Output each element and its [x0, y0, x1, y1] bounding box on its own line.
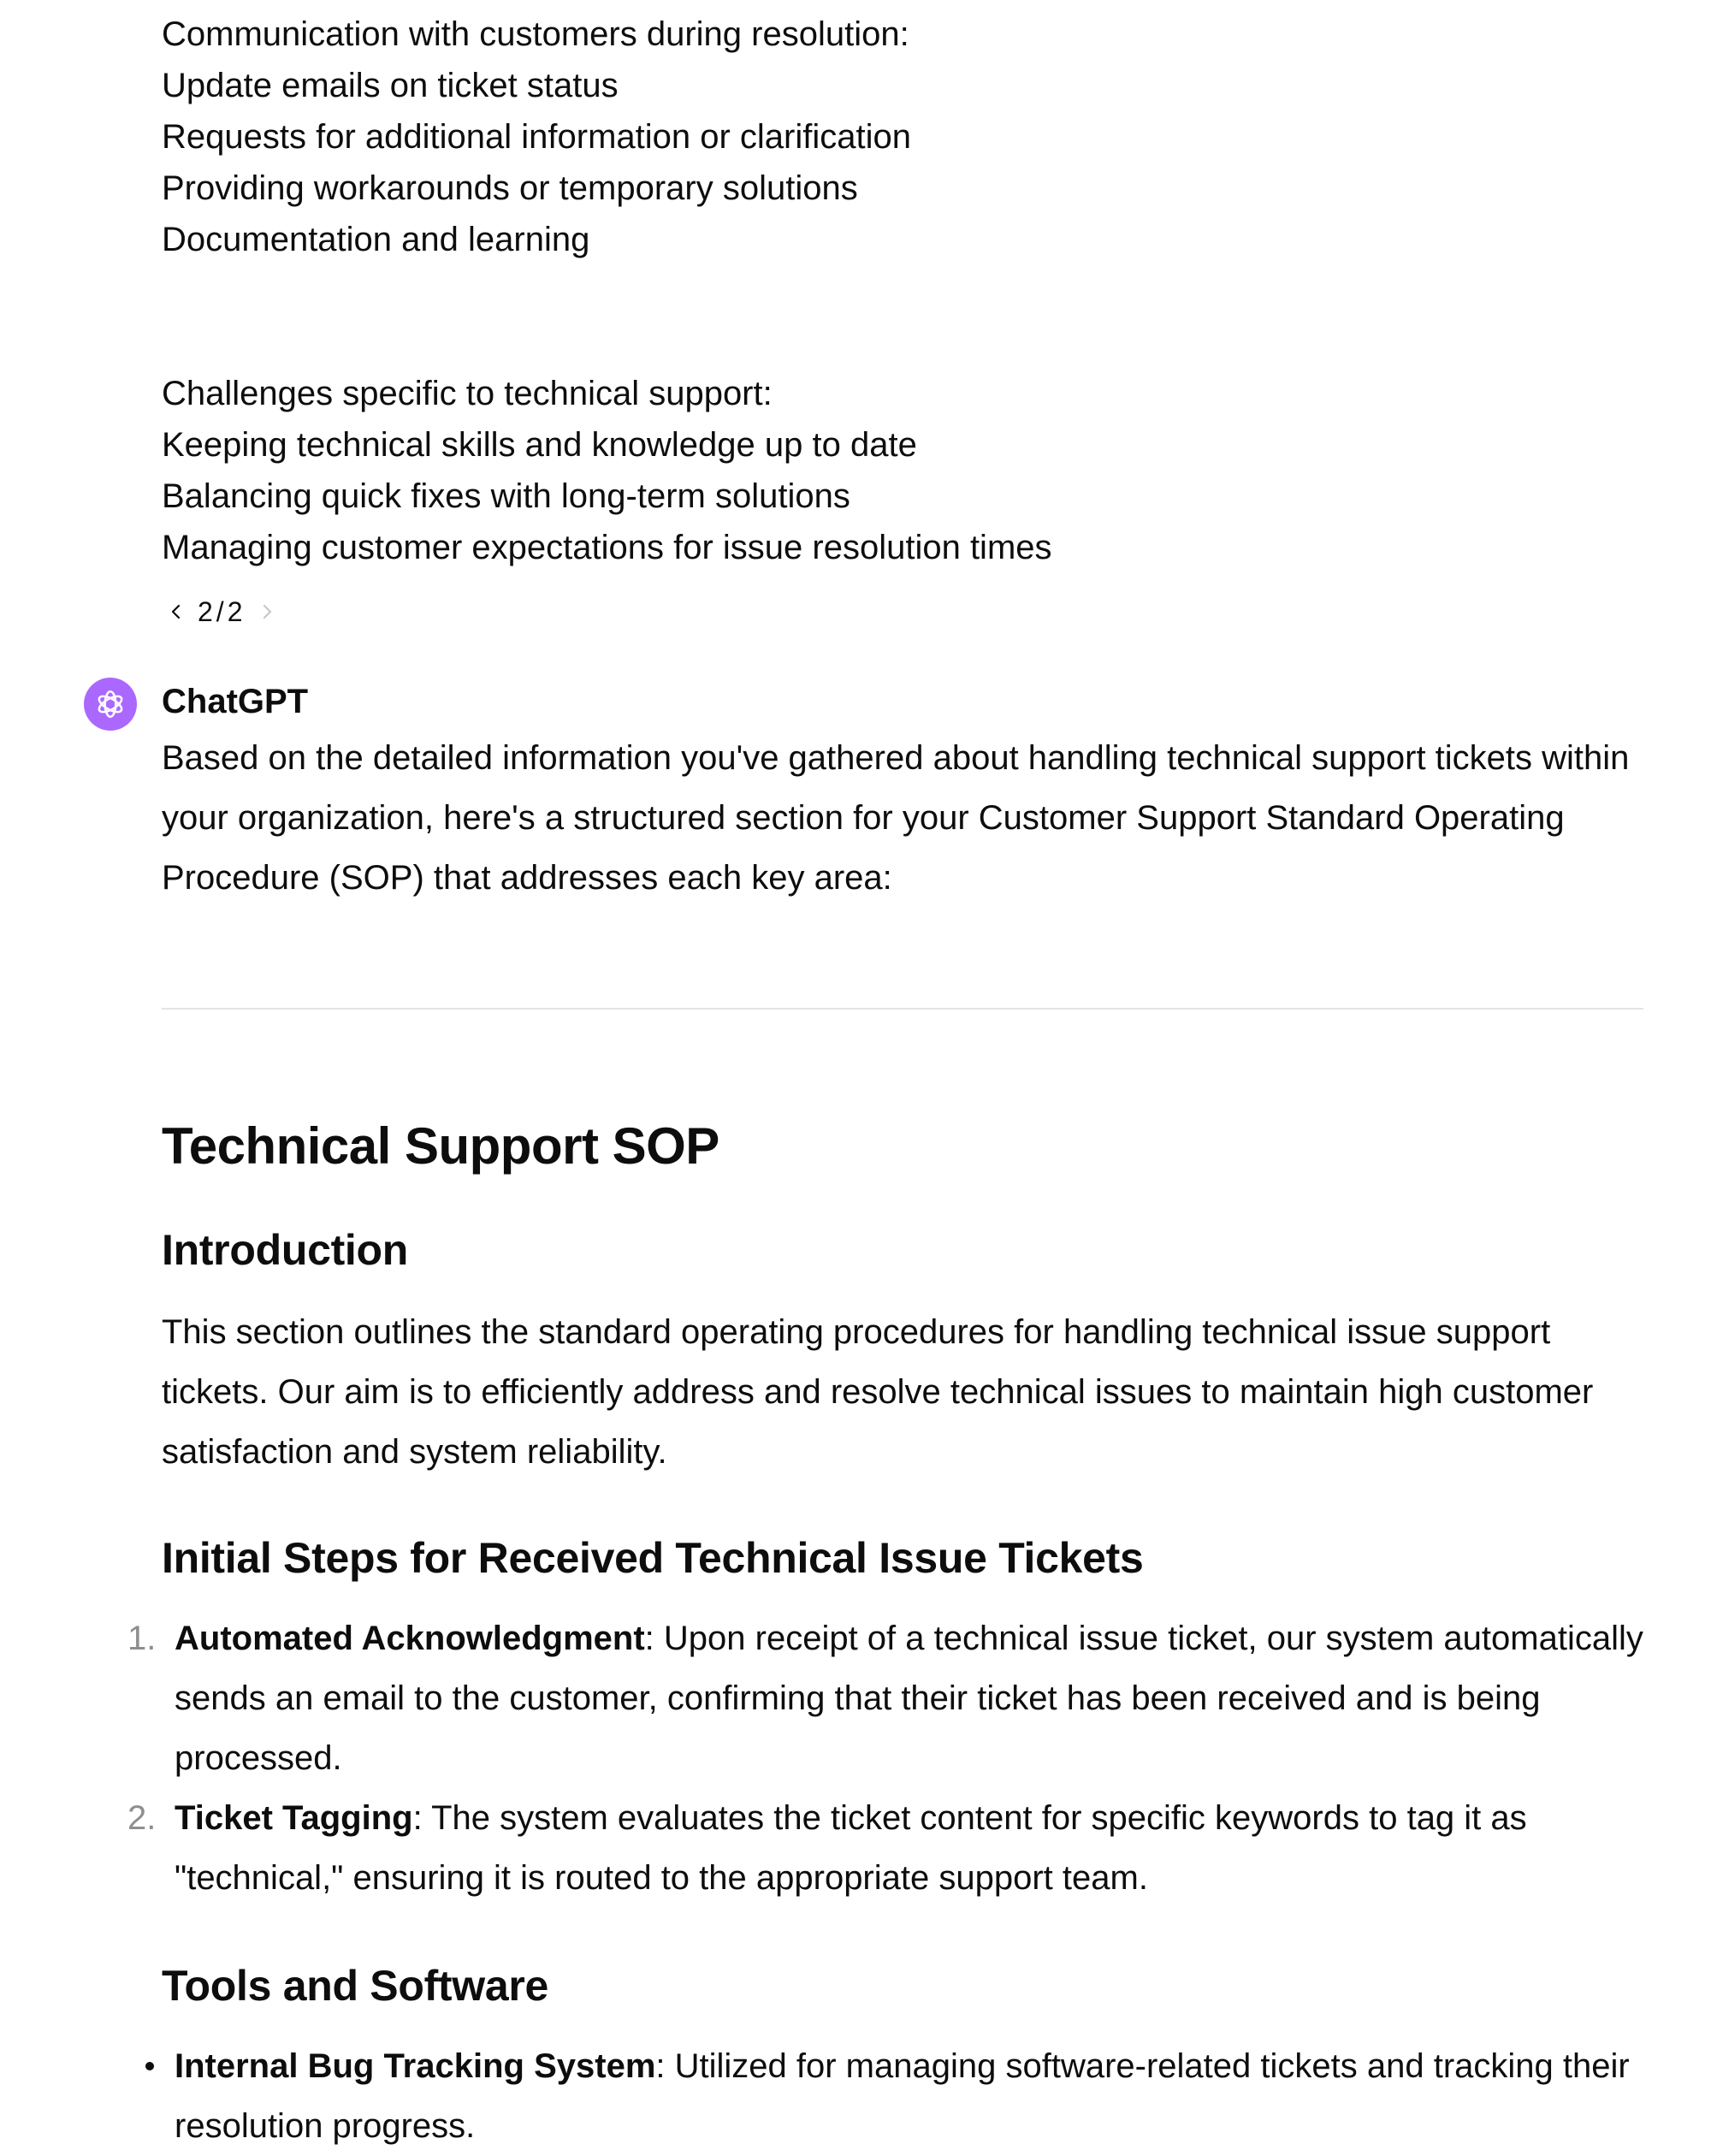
chevron-left-icon [168, 603, 185, 620]
assistant-avatar [84, 678, 137, 731]
list-number: 2. [127, 1799, 157, 1837]
pager-separator: / [216, 595, 228, 627]
steps-list [120, 1608, 1651, 1908]
introduction-text: This section outlines the standard operating procedures for handling technical issue support tickets. Our aim is to efficiently address and resolve technical issues to maintain high customer satisfaction and system reliability. [162, 1313, 1594, 1471]
pager-count [198, 596, 246, 628]
chevron-right-icon [258, 603, 275, 620]
user-line: Managing customer expectations for issue resolution times [162, 529, 1052, 566]
user-line: Balancing quick fixes with long-term solutions [162, 477, 850, 515]
user-line: Requests for additional information or clarification [162, 118, 911, 156]
document-title: Technical Support SOP [162, 1117, 719, 1175]
step-title: Automated Acknowledgment [175, 1620, 645, 1657]
section-divider [162, 1008, 1643, 1010]
response-pager [162, 590, 281, 633]
steps-heading: Initial Steps for Received Technical Issue Tickets [162, 1534, 1144, 1582]
list-item [120, 1608, 1651, 1788]
step-text: : The system evaluates the ticket content for specific keywords to tag it as "technical," ensuring it is routed to the appropriate support team. [175, 1799, 1527, 1897]
assistant-name: ChatGPT [162, 683, 309, 720]
user-line: Communication with customers during resolution: [162, 15, 909, 53]
user-line: Documentation and learning [162, 221, 590, 258]
user-line: Providing workarounds or temporary solutions [162, 169, 858, 207]
bullet-icon [145, 2062, 154, 2070]
user-line: Challenges specific to technical support: [162, 375, 773, 412]
introduction-heading: Introduction [162, 1226, 409, 1274]
previous-response-button[interactable] [162, 590, 191, 633]
next-response-button[interactable] [252, 590, 281, 633]
pager-total: 2 [227, 595, 246, 627]
step-text: : Upon receipt of a technical issue ticket, our system automatically sends an email to the customer, confirming that their ticket has been received and is being processed. [175, 1620, 1643, 1777]
step-title: Ticket Tagging [175, 1799, 413, 1837]
tools-list [120, 2036, 1651, 2156]
openai-logo-icon [92, 686, 128, 722]
tool-title: Internal Bug Tracking System [175, 2047, 656, 2085]
user-message [162, 9, 1643, 573]
list-item [120, 2036, 1651, 2156]
tools-heading: Tools and Software [162, 1962, 549, 2010]
assistant-intro: Based on the detailed information you've gathered about handling technical support tickets within your organization, here's a structured section for your Customer Support Standard Operating Procedure (SOP) that addresses each key area: [162, 739, 1630, 897]
pager-current: 2 [198, 595, 216, 627]
tool-text: : Utilized for managing software-related tickets and tracking their resolution progress. [175, 2047, 1630, 2145]
user-line: Keeping technical skills and knowledge up to date [162, 426, 917, 464]
list-item [120, 1788, 1651, 1908]
user-message-gap [162, 265, 1643, 368]
list-number: 1. [127, 1620, 157, 1657]
user-line: Update emails on ticket status [162, 67, 619, 104]
